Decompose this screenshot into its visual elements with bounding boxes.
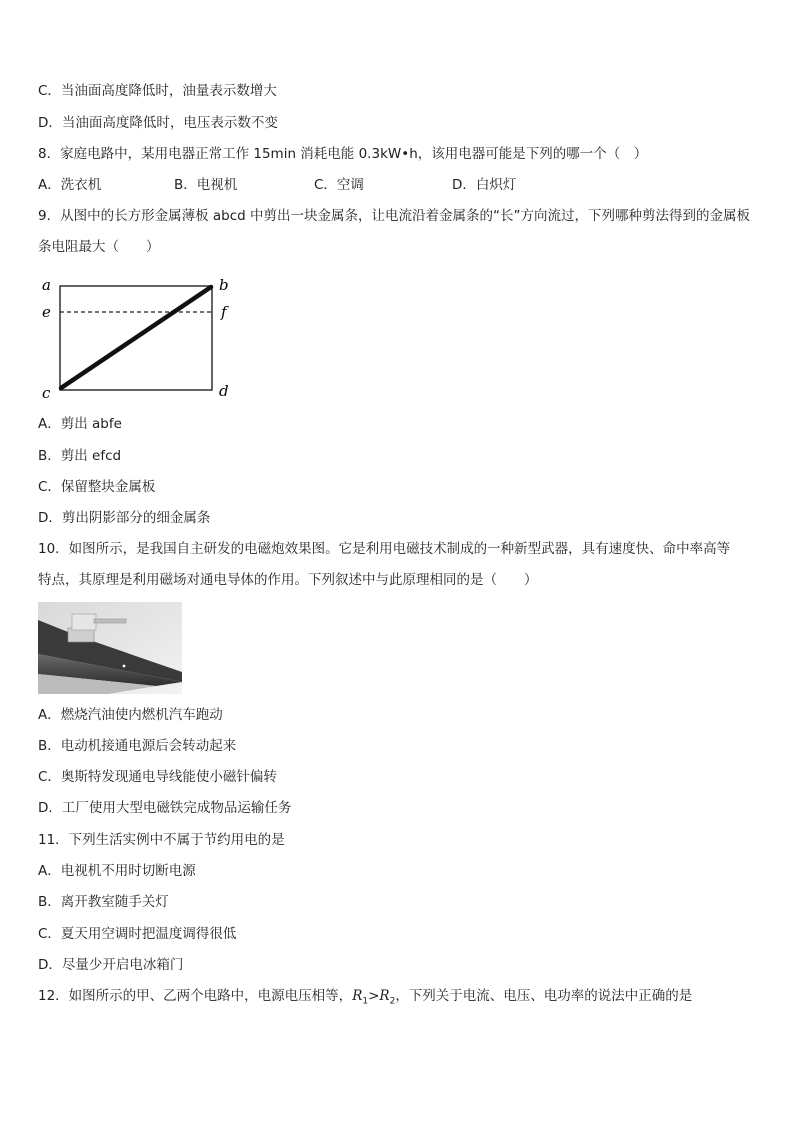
label-a: a	[42, 276, 51, 294]
q10-option-b[interactable]: B．电动机接通电源后会转动起来	[38, 738, 237, 754]
label-b: b	[219, 276, 229, 294]
q8-stem: 8．家庭电路中，某用电器正常工作 15min 消耗电能 0.3kW•h，该用电器可能是下列的哪一个（ ）	[38, 146, 648, 162]
q9-option-b[interactable]: B．剪出 efcd	[38, 448, 122, 464]
q10-option-c[interactable]: C．奥斯特发现通电导线能使小磁针偏转	[38, 769, 277, 785]
q8-options	[38, 176, 598, 194]
q9-stem-line-2: 条电阻最大（ ）	[38, 239, 160, 255]
shaded-strip-cb	[61, 287, 211, 388]
q8-option-a[interactable]: A．洗衣机	[38, 177, 102, 193]
q10-option-a[interactable]: A．燃烧汽油使内燃机汽车跑动	[38, 707, 223, 723]
deck-marker	[123, 665, 126, 668]
label-c: c	[42, 384, 51, 400]
q8-option-b[interactable]: B．电视机	[174, 177, 238, 193]
q9-option-c[interactable]: C．保留整块金属板	[38, 479, 156, 495]
metal-plate-figure	[38, 274, 238, 400]
label-d: d	[219, 382, 229, 400]
q11-option-d[interactable]: D．尽量少开启电冰箱门	[38, 957, 184, 973]
q10-stem-line-2: 特点，其原理是利用磁场对通电导体的作用。下列叙述中与此原理相同的是（ ）	[38, 572, 538, 588]
q11-option-b[interactable]: B．离开教室随手关灯	[38, 894, 169, 910]
q12-r1: R	[352, 988, 363, 1004]
q11-option-c[interactable]: C．夏天用空调时把温度调得很低	[38, 926, 237, 942]
q12-stem	[38, 987, 692, 1011]
q10-option-d[interactable]: D．工厂使用大型电磁铁完成物品运输任务	[38, 800, 292, 816]
line-q7-d: D．当油面高度降低时，电压表示数不变	[38, 115, 278, 131]
turret-barrel	[94, 619, 126, 623]
q12-stem-post: ，下列关于电流、电压、电功率的说法中正确的是	[395, 988, 693, 1004]
turret-top	[72, 614, 96, 630]
q9-stem-line-1: 9．从图中的长方形金属薄板 abcd 中剪出一块金属条，让电流沿着金属条的“长”方向流过，下列哪种剪法得到的金属板	[38, 208, 750, 224]
q9-option-d[interactable]: D．剪出阴影部分的细金属条	[38, 510, 211, 526]
railgun-image	[38, 602, 182, 694]
q12-r1-sub: 1	[362, 996, 369, 1007]
q12-r2: R	[379, 988, 390, 1004]
q11-stem: 11．下列生活实例中不属于节约用电的是	[38, 832, 285, 848]
q10-stem-line-1: 10．如图所示，是我国自主研发的电磁炮效果图。它是利用电磁技术制成的一种新型武器，具有速度快、命中率高等	[38, 541, 731, 557]
line-q7-c: C．当油面高度降低时，油量表示数增大	[38, 83, 277, 99]
q12-gt: >	[368, 988, 380, 1004]
q8-option-d[interactable]: D．白炽灯	[452, 177, 517, 193]
q11-option-a[interactable]: A．电视机不用时切断电源	[38, 863, 196, 879]
q12-r2-sub: 2	[389, 996, 396, 1007]
q8-option-c[interactable]: C．空调	[314, 177, 364, 193]
label-f: f	[221, 303, 227, 321]
q9-option-a[interactable]: A．剪出 abfe	[38, 416, 122, 432]
label-e: e	[42, 303, 51, 321]
q12-stem-pre: 12．如图所示的甲、乙两个电路中，电源电压相等，	[38, 988, 353, 1004]
